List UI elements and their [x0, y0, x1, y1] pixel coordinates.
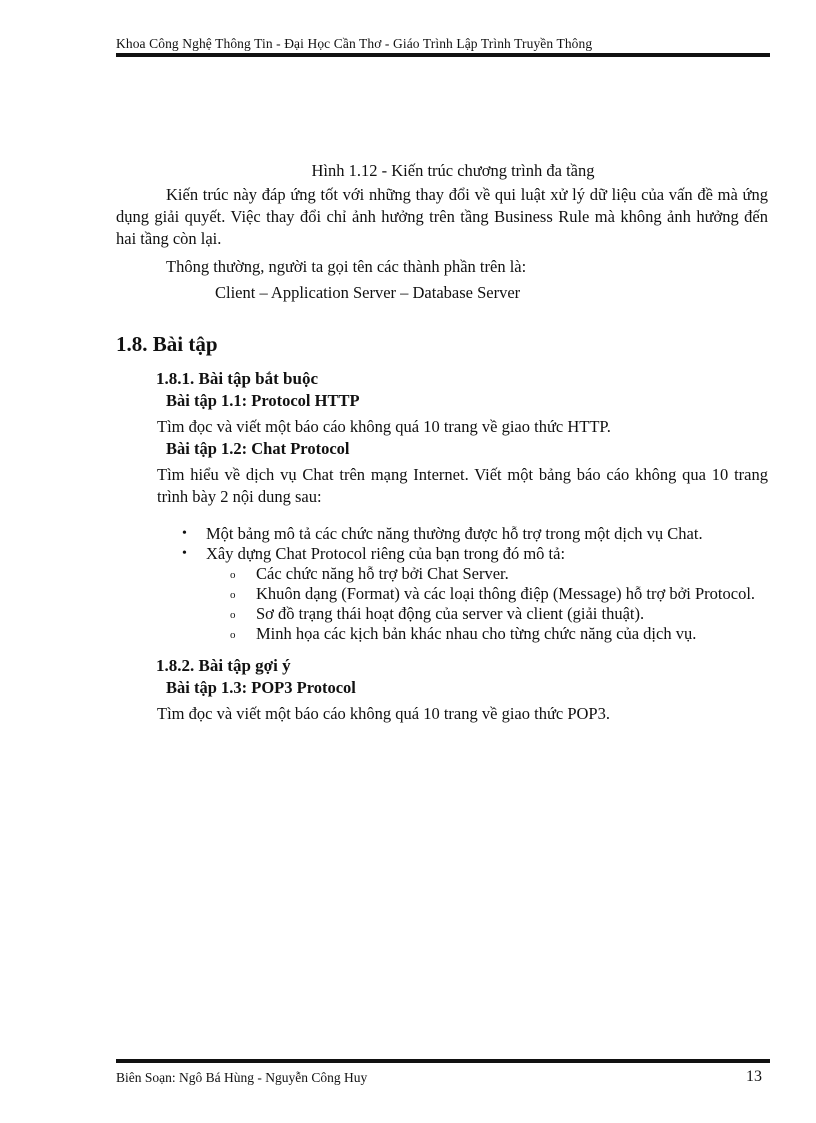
page-number: 13 [746, 1068, 762, 1085]
header-divider [116, 53, 770, 57]
subsection-title-suggested: 1.8.2. Bài tập gợi ý [156, 656, 291, 675]
page-content [116, 160, 768, 725]
list-item: • Một bảng mô tả các chức năng thường được hỗ trợ trong một dịch vụ Chat. [206, 524, 768, 544]
exercise-subbullet-list [206, 564, 768, 644]
intro-tier-list: Client – Application Server – Database Server [215, 283, 521, 302]
exercise-body-1-2: Tìm hiểu về dịch vụ Chat trên mạng Internet. Viết một bảng báo cáo không qua 10 trang trình bày 2 nội dung sau: [157, 465, 768, 506]
page-header: Khoa Công Nghệ Thông Tin - Đại Học Cần Thơ - Giáo Trình Lập Trình Truyền Thông [116, 36, 593, 51]
intro-paragraph: Kiến trúc này đáp ứng tốt với những thay đổi về qui luật xử lý dữ liệu của vấn đề mà ứng dụng giải quyết. Việc thay đổi chỉ ảnh hưởng trên tầng Business Rule mà không ảnh hưởng đến hai tầng còn lại. [116, 185, 768, 248]
exercise-title-1-3: Bài tập 1.3: POP3 Protocol [166, 678, 356, 697]
exercise-title-1-1: Bài tập 1.1: Protocol HTTP [166, 391, 360, 410]
figure-caption: Hình 1.12 - Kiến trúc chương trình đa tầng [311, 161, 595, 180]
list-item [206, 544, 768, 644]
footer-authors: Biên Soạn: Ngô Bá Hùng - Nguyễn Công Huy [116, 1070, 368, 1085]
section-title: 1.8. Bài tập [116, 332, 218, 356]
list-item: o Các chức năng hỗ trợ bởi Chat Server. [256, 564, 768, 584]
list-item-label: Xây dựng Chat Protocol riêng của bạn trong đó mô tả: [206, 544, 566, 563]
footer-divider [116, 1059, 770, 1063]
intro-paragraph-names: Thông thường, người ta gọi tên các thành phần trên là: [166, 257, 527, 276]
list-item: o Sơ đồ trạng thái hoạt động của server và client (giải thuật). [256, 604, 768, 624]
list-item: o Minh họa các kịch bản khác nhau cho từng chức năng của dịch vụ. [256, 624, 768, 644]
exercise-body-1-1: Tìm đọc và viết một báo cáo không quá 10 trang về giao thức HTTP. [157, 417, 611, 436]
exercise-body-1-3: Tìm đọc và viết một báo cáo không quá 10 trang về giao thức POP3. [157, 704, 610, 723]
exercise-title-1-2: Bài tập 1.2: Chat Protocol [166, 439, 350, 458]
list-item: o Khuôn dạng (Format) và các loại thông điệp (Message) hỗ trợ bởi Protocol. [256, 584, 768, 604]
subsection-title-required: 1.8.1. Bài tập bắt buộc [156, 369, 318, 388]
exercise-bullet-list [116, 524, 768, 644]
